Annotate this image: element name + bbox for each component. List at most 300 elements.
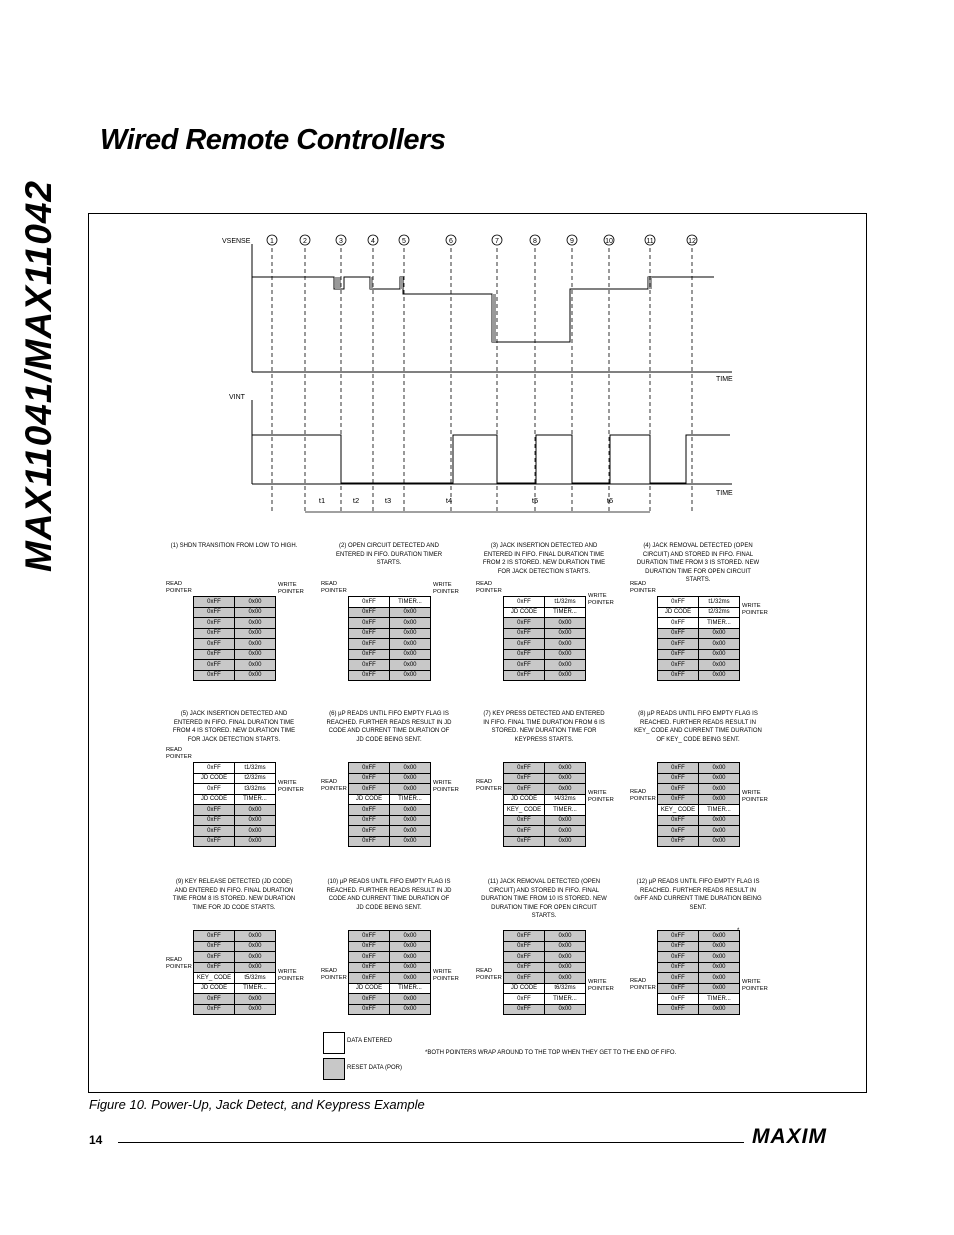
fifo-cell: 0xFF [349,607,390,618]
fifo-row [658,763,740,774]
write-pointer-label: WRITE POINTER [588,979,614,992]
fifo-cell: 0xFF [194,1004,235,1015]
fifo-table-step-3 [503,596,586,681]
page-number: 14 [89,1133,103,1147]
fifo-row [504,784,586,795]
fifo-cell: t6/32ms [545,983,586,994]
fifo-row [349,784,431,795]
write-pointer-label: WRITE POINTER [433,779,459,793]
fifo-row [194,983,276,994]
marker-4: 4 [371,238,375,245]
fifo-row [504,826,586,837]
fifo-cell: 0xFF [658,941,699,952]
fifo-cell: 0x00 [390,639,431,650]
fifo-cell: 0x00 [699,773,740,784]
fifo-cell: 0xFF [658,784,699,795]
fifo-cell: TIMER... [699,994,740,1005]
fifo-row [504,973,586,984]
write-pointer-label: WRITE POINTER [588,790,614,803]
fifo-cell: t5/32ms [235,973,276,984]
fifo-cell: 0xFF [194,941,235,952]
read-pointer-label: READ POINTER [166,747,192,760]
legend-entered-label: DATA ENTERED [347,1038,393,1044]
fifo-cell: 0x00 [545,962,586,973]
fifo-row [194,973,276,984]
fifo-cell: 0xFF [658,660,699,671]
fifo-cell: 0x00 [699,826,740,837]
fifo-cell: 0xFF [658,1004,699,1015]
read-pointer-label: READ POINTER [630,978,656,991]
fifo-cell: 0xFF [504,639,545,650]
fifo-cell: 0xFF [504,931,545,942]
fifo-cell: 0x00 [390,962,431,973]
fifo-cell: 0xFF [349,618,390,629]
fifo-cell: TIMER... [390,597,431,608]
fifo-cell: 0xFF [504,628,545,639]
vint-waveform [252,435,730,483]
fifo-cell: 0x00 [390,931,431,942]
interval-t6: t6 [606,496,614,505]
fifo-cell: 0xFF [349,941,390,952]
fifo-cell: 0xFF [194,836,235,847]
fifo-cell: 0x00 [235,826,276,837]
fifo-row [504,597,586,608]
fifo-row [349,660,431,671]
read-pointer-label: READ POINTER [630,789,656,802]
fifo-cell: 0xFF [194,660,235,671]
fifo-cell: 0xFF [658,931,699,942]
step-9-description: (9) KEY RELEASE DETECTED (JD CODE) AND ENTERED IN FIFO. FINAL DURATION TIME FROM 8 IS STORED. NEW DURATION TIME FOR JD CODE STARTS. [172,879,296,911]
fifo-row [194,962,276,973]
fifo-cell: TIMER... [390,983,431,994]
step-4-description: (4) JACK REMOVAL DETECTED (OPEN CIRCUIT) AND STORED IN FIFO. FINAL DURATION TIME FROM 3 IS STORED. NEW DURATION TIME FOR OPEN CIRCUIT STARTS. [636,543,760,583]
fifo-row [194,815,276,826]
fifo-cell: 0x00 [699,836,740,847]
fifo-cell: 0x00 [390,994,431,1005]
fifo-cell: 0x00 [235,962,276,973]
fifo-row [349,836,431,847]
footnote: *BOTH POINTERS WRAP AROUND TO THE TOP WHEN THEY GET TO THE END OF FIFO. [425,1050,677,1056]
fifo-cell: 0x00 [699,941,740,952]
timing-diagram [0,0,954,540]
fifo-cell: 0xFF [349,597,390,608]
fifo-table-step-11 [503,930,586,1015]
step-1-description: (1) SHDN TRANSITION FROM LOW TO HIGH. [170,543,298,549]
fifo-cell: 0x00 [390,973,431,984]
fifo-cell: 0xFF [504,941,545,952]
fifo-cell: 0xFF [194,952,235,963]
fifo-cell: TIMER... [699,805,740,816]
fifo-row [658,773,740,784]
fifo-cell: 0xFF [194,763,235,774]
fifo-cell: 0x00 [699,670,740,681]
fifo-row [658,973,740,984]
fifo-cell: KEY_ CODE [658,805,699,816]
fifo-cell: 0xFF [349,973,390,984]
fifo-cell: 0x00 [545,952,586,963]
step-2-description: (2) OPEN CIRCUIT DETECTED AND ENTERED IN FIFO. DURATION TIMER STARTS. [335,543,443,566]
fifo-cell: 0x00 [545,815,586,826]
fifo-cell: t1/32ms [699,597,740,608]
fifo-cell: 0x00 [699,639,740,650]
fifo-row [658,994,740,1005]
fifo-cell: 0x00 [699,649,740,660]
fifo-row [504,670,586,681]
fifo-cell: 0xFF [349,773,390,784]
fifo-cell: 0xFF [194,649,235,660]
fifo-row [658,794,740,805]
fifo-cell: JD CODE [658,607,699,618]
fifo-row [504,815,586,826]
fifo-row [349,994,431,1005]
fifo-cell: 0xFF [194,931,235,942]
fifo-cell: 0xFF [658,773,699,784]
fifo-cell: 0x00 [235,628,276,639]
fifo-row [504,941,586,952]
fifo-row [658,952,740,963]
read-pointer-label: READ POINTER [476,581,502,594]
fifo-cell: t1/32ms [545,597,586,608]
fifo-cell: 0x00 [235,836,276,847]
fifo-cell: 0xFF [349,815,390,826]
fifo-cell: 0xFF [349,836,390,847]
fifo-cell: 0x00 [545,973,586,984]
fifo-cell: 0x00 [545,628,586,639]
fifo-cell: 0x00 [390,805,431,816]
fifo-row [504,836,586,847]
fifo-row [658,784,740,795]
fifo-cell: 0xFF [658,597,699,608]
fifo-cell: 0x00 [235,994,276,1005]
fifo-cell: 0xFF [349,962,390,973]
fifo-cell: 0x00 [545,660,586,671]
step-10-description: (10) µP READS UNTIL FIFO EMPTY FLAG IS REACHED. FURTHER READS RESULT IN JD CODE AND CURRENT TIME DURATION OF JD CODE BEING SENT. [326,879,452,911]
fifo-cell: 0xFF [658,794,699,805]
fifo-cell: 0xFF [504,836,545,847]
fifo-row [349,597,431,608]
fifo-cell: 0x00 [235,649,276,660]
fifo-row [658,628,740,639]
marker-8: 8 [533,238,537,245]
fifo-row [194,763,276,774]
fifo-cell: 0x00 [235,597,276,608]
fifo-cell: 0xFF [504,826,545,837]
fifo-cell: TIMER... [545,994,586,1005]
fifo-cell: 0xFF [504,597,545,608]
fifo-row [658,941,740,952]
fifo-cell: 0xFF [658,983,699,994]
fifo-row [194,660,276,671]
figure-caption: Figure 10. Power-Up, Jack Detect, and Keypress Example [89,1097,425,1112]
fifo-cell: 0xFF [658,962,699,973]
step-12-description: (12) µP READS UNTIL FIFO EMPTY FLAG IS REACHED. FURTHER READS RESULT IN 0xFF AND CURRENT TIME DURATION BEING SENT. [634,879,762,911]
fifo-cell: 0x00 [235,660,276,671]
fifo-cell: 0x00 [390,836,431,847]
fifo-cell: 0xFF [349,670,390,681]
fifo-row [349,618,431,629]
fifo-table-step-8 [657,762,740,847]
interval-t1: t1 [318,496,326,505]
fifo-cell: 0x00 [545,836,586,847]
fifo-cell: 0x00 [390,618,431,629]
fifo-table-step-4 [657,596,740,681]
fifo-row [349,670,431,681]
fifo-cell: JD CODE [194,794,235,805]
fifo-cell: 0xFF [658,628,699,639]
legend-reset-box [323,1058,345,1080]
fifo-table-step-10 [348,930,431,1015]
fifo-row [504,628,586,639]
fifo-cell: 0xFF [349,628,390,639]
fifo-cell: 0x00 [390,815,431,826]
fifo-cell: 0x00 [390,826,431,837]
vsense-label: VSENSE [222,238,251,245]
logo-text: MAXIM [752,1126,827,1146]
read-pointer-label: READ POINTER [166,957,192,970]
fifo-cell: 0xFF [349,994,390,1005]
read-pointer-label: READ POINTER [321,967,347,981]
fifo-cell: 0xFF [504,952,545,963]
fifo-row [194,618,276,629]
fifo-cell: 0xFF [658,836,699,847]
vint-label: VINT [229,394,245,401]
fifo-row [194,670,276,681]
fifo-cell: 0x00 [235,670,276,681]
fifo-row [658,815,740,826]
read-pointer-label: READ POINTER [476,967,502,981]
fifo-row [194,607,276,618]
fifo-row [658,836,740,847]
fifo-cell: JD CODE [349,983,390,994]
fifo-cell: 0xFF [504,962,545,973]
fifo-cell: 0xFF [194,826,235,837]
fifo-cell: 0x00 [390,773,431,784]
fifo-cell: 0xFF [658,670,699,681]
fifo-cell: 0x00 [235,952,276,963]
step-3-description: (3) JACK INSERTION DETECTED AND ENTERED IN FIFO. FINAL DURATION TIME FROM 2 IS STORED. NEW DURATION TIME FOR JACK DETECTION STARTS. [482,543,606,575]
fifo-cell: 0x00 [699,962,740,973]
fifo-cell: 0xFF [194,607,235,618]
fifo-row [658,1004,740,1015]
fifo-cell: 0x00 [545,931,586,942]
fifo-row [349,628,431,639]
fifo-cell: 0x00 [699,763,740,774]
fifo-row [349,763,431,774]
fifo-cell: 0xFF [658,649,699,660]
fifo-row [504,763,586,774]
fifo-row [349,931,431,942]
interval-t2: t2 [352,496,360,505]
fifo-row [504,607,586,618]
time-label-2: TIME [716,490,733,497]
fifo-row [658,670,740,681]
marker-7: 7 [495,238,499,245]
fifo-cell: KEY_ CODE [194,973,235,984]
fifo-row [349,952,431,963]
vsense-waveform [252,277,714,342]
fifo-row [504,618,586,629]
step-8-description: (8) µP READS UNTIL FIFO EMPTY FLAG IS REACHED. FURTHER READS RESULT IN KEY_ CODE AND CURRENT TIME DURATION OF KEY_ CODE BEING SENT. [634,711,762,743]
interval-t5: t5 [531,496,539,505]
fifo-cell: 0x00 [699,973,740,984]
fifo-cell: 0x00 [390,649,431,660]
fifo-cell: 0x00 [235,607,276,618]
fifo-cell: 0x00 [235,805,276,816]
fifo-cell: 0xFF [194,994,235,1005]
fifo-cell: 0xFF [504,784,545,795]
marker-2: 2 [303,238,307,245]
write-pointer-label: WRITE POINTER [278,968,304,982]
write-pointer-label: WRITE POINTER [433,968,459,982]
fifo-row [194,1004,276,1015]
fifo-cell: 0xFF [504,649,545,660]
fifo-cell: 0x00 [390,1004,431,1015]
fifo-cell: 0x00 [699,784,740,795]
fifo-cell: JD CODE [504,794,545,805]
fifo-cell: TIMER... [699,618,740,629]
fifo-cell: t4/32ms [545,794,586,805]
fifo-row [194,773,276,784]
fifo-row [504,983,586,994]
fifo-cell: 0x00 [545,773,586,784]
fifo-table-step-2 [348,596,431,681]
marker-9: 9 [570,238,574,245]
fifo-row [658,962,740,973]
fifo-cell: 0x00 [390,763,431,774]
marker-3: 3 [339,238,343,245]
write-pointer-label: WRITE POINTER [742,603,768,616]
step-11-description: (11) JACK REMOVAL DETECTED (OPEN CIRCUIT) AND STORED IN FIFO. FINAL DURATION TIME FROM 10 IS STORED. NEW DURATION TIME FOR OPEN CIRCUIT STARTS. [481,879,607,919]
fifo-row [504,994,586,1005]
write-pointer-label: WRITE POINTER [278,779,304,793]
fifo-row [504,952,586,963]
fifo-row [658,983,740,994]
fifo-row [349,607,431,618]
fifo-cell: JD CODE [194,983,235,994]
fifo-cell: TIMER... [545,805,586,816]
fifo-cell: 0xFF [194,597,235,608]
fifo-cell: 0x00 [545,649,586,660]
fifo-row [504,649,586,660]
fifo-cell: 0x00 [545,618,586,629]
fifo-cell: 0xFF [504,994,545,1005]
fifo-cell: t1/32ms [235,763,276,774]
fifo-row [194,597,276,608]
write-pointer-label: WRITE POINTER [742,790,768,803]
footer-rule [118,1142,744,1143]
fifo-row [194,784,276,795]
fifo-table-step-5 [193,762,276,847]
fifo-cell: TIMER... [390,794,431,805]
fifo-row [194,836,276,847]
write-pointer-label: WRITE POINTER [742,979,768,992]
step-7-description: (7) KEY PRESS DETECTED AND ENTERED IN FIFO. FINAL TIME DURATION FROM 6 IS STORED. NEW DURATION TIME FOR KEYPRESS STARTS. [483,711,605,743]
fifo-cell: 0x00 [390,941,431,952]
fifo-cell: 0x00 [390,607,431,618]
fifo-table-step-6 [348,762,431,847]
fifo-cell: 0xFF [658,815,699,826]
marker-12: 12 [688,238,696,245]
fifo-cell: 0xFF [349,952,390,963]
fifo-row [504,1004,586,1015]
fifo-cell: TIMER... [235,983,276,994]
maxim-logo [752,1126,864,1146]
marker-10: 10 [605,238,613,245]
fifo-cell: 0xFF [658,826,699,837]
fifo-row [658,607,740,618]
fifo-cell: 0x00 [545,1004,586,1015]
fifo-table-step-12 [657,930,740,1015]
fifo-cell: TIMER... [545,607,586,618]
fifo-cell: 0xFF [504,670,545,681]
fifo-cell: 0x00 [390,784,431,795]
fifo-cell: 0xFF [194,670,235,681]
page-title: Wired Remote Controllers [100,124,446,156]
fifo-cell: 0x00 [545,941,586,952]
fifo-cell: 0xFF [349,1004,390,1015]
fifo-cell: 0x00 [699,1004,740,1015]
fifo-row [349,773,431,784]
fifo-row [504,794,586,805]
fifo-row [194,952,276,963]
marker-1: 1 [270,238,274,245]
fifo-row [349,1004,431,1015]
marker-11: 11 [646,238,654,245]
fifo-cell: 0x00 [235,941,276,952]
write-pointer-label: WRITE POINTER [588,592,614,606]
fifo-row [658,805,740,816]
legend-reset-label: RESET DATA (POR) [347,1065,403,1071]
fifo-row [658,597,740,608]
fifo-row [349,941,431,952]
fifo-cell: 0x00 [235,815,276,826]
fifo-row [349,649,431,660]
fifo-row [194,931,276,942]
fifo-table-step-7 [503,762,586,847]
fifo-row [194,994,276,1005]
fifo-cell: 0xFF [349,649,390,660]
fifo-cell: 0xFF [194,784,235,795]
fifo-row [658,826,740,837]
step-5-description: (5) JACK INSERTION DETECTED AND ENTERED IN FIFO. FINAL DURATION TIME FROM 4 IS STORED. NEW DURATION TIME FOR JACK DETECTION STARTS. [172,711,296,743]
fifo-row [194,794,276,805]
read-pointer-label: READ POINTER [321,581,347,594]
fifo-cell: 0xFF [194,805,235,816]
fifo-cell: 0x00 [235,639,276,650]
time-label-1: TIME [716,376,733,383]
fifo-row [658,660,740,671]
fifo-cell: KEY_ CODE [504,805,545,816]
fifo-cell: 0xFF [658,763,699,774]
fifo-cell: 0xFF [504,973,545,984]
fifo-cell: 0xFF [349,763,390,774]
fifo-row [349,962,431,973]
read-pointer-label: READ POINTER [630,581,656,594]
fifo-cell: 0xFF [349,805,390,816]
fifo-cell: t2/32ms [235,773,276,784]
fifo-row [194,941,276,952]
read-pointer-label: READ POINTER [476,778,502,792]
fifo-cell: 0x00 [699,815,740,826]
fifo-cell: 0xFF [349,639,390,650]
fifo-row [349,805,431,816]
fifo-cell: 0xFF [658,952,699,963]
fifo-cell: JD CODE [504,983,545,994]
fifo-row [194,805,276,816]
side-title: MAX11041/MAX11042 [18,179,59,572]
fifo-cell: 0x00 [699,628,740,639]
fifo-row [194,639,276,650]
